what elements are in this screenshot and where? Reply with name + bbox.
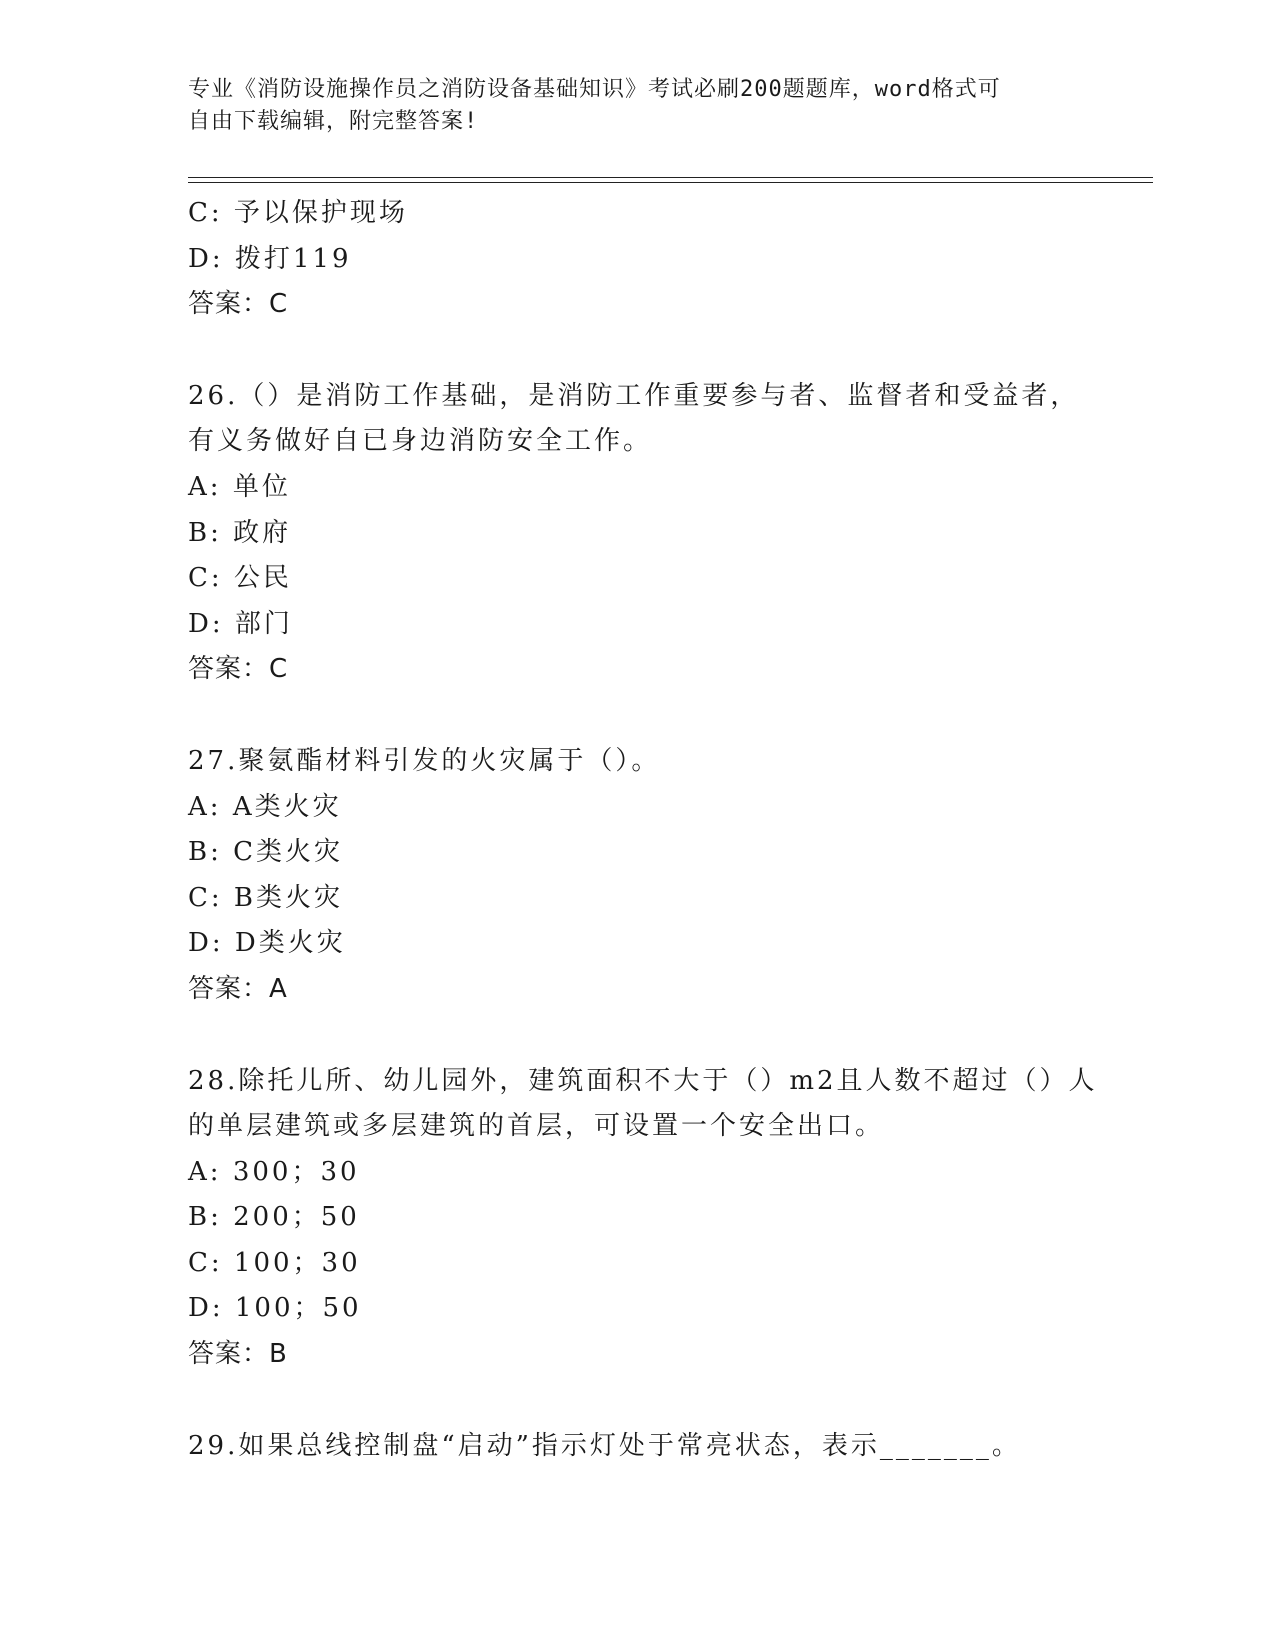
option-a: [188, 785, 1088, 831]
option-d: [188, 1286, 1088, 1332]
option-c: [188, 876, 1088, 922]
question-27: [188, 739, 1088, 1013]
option-text: C类火灾: [233, 837, 344, 868]
option-text: 政府: [233, 517, 292, 548]
option-key: A:: [188, 471, 222, 502]
option-key: B:: [188, 837, 222, 868]
option-b: [188, 1195, 1088, 1241]
option-d: [188, 237, 1088, 283]
question-stem: 26.（）是消防工作基础，是消防工作重要参与者、监督者和受益者，: [188, 380, 1080, 411]
option-text: 300；30: [232, 1156, 360, 1187]
option-key: A:: [188, 791, 222, 822]
option-key: C:: [188, 198, 223, 228]
option-text: 100；30: [233, 1247, 361, 1278]
option-text: 予以保护现场: [233, 198, 408, 228]
question-29: [188, 1424, 1088, 1470]
option-b: [188, 511, 1088, 557]
option-a: [188, 1150, 1088, 1196]
question-stem: 的单层建筑或多层建筑的首层，可设置一个安全出口。: [188, 1111, 885, 1142]
question-25-continued: [188, 191, 1088, 328]
question-list: [188, 191, 1098, 1469]
option-text: A类火灾: [232, 791, 342, 822]
option-c: [188, 556, 1088, 602]
option-text: 拨打119: [234, 243, 352, 274]
answer-line: 答案：A: [188, 973, 288, 1004]
option-text: 100；50: [234, 1293, 362, 1324]
question-stem: 27.聚氨酯材料引发的火灾属于（）。: [188, 745, 661, 776]
header-line-1: 专业《消防设施操作员之消防设备基础知识》考试必刷200题题库，word格式可: [188, 77, 1001, 102]
option-key: B:: [188, 1202, 222, 1233]
option-c: [188, 1241, 1088, 1287]
option-text: B类火灾: [233, 882, 344, 913]
option-d: [188, 921, 1088, 967]
question-stem: 有义务做好自已身边消防安全工作。: [188, 426, 653, 457]
question-stem: 28.除托儿所、幼儿园外，建筑面积不大于（）m2且人数不超过（）人: [188, 1065, 1098, 1096]
option-b: [188, 830, 1088, 876]
option-d: [188, 602, 1088, 648]
option-text: 公民: [233, 563, 292, 594]
header-line-2: 自由下载编辑，附完整答案!: [188, 109, 479, 134]
option-a: [188, 465, 1088, 511]
question-26: [188, 374, 1088, 693]
option-text: 200；50: [233, 1202, 360, 1233]
option-key: A:: [188, 1156, 222, 1187]
answer-line: 答案：B: [188, 1339, 288, 1370]
option-key: D:: [188, 928, 224, 959]
option-key: D:: [188, 1293, 224, 1324]
option-text: 部门: [234, 608, 293, 639]
header-divider-top: [188, 177, 1153, 178]
option-text: D类火灾: [234, 928, 346, 959]
option-key: C:: [188, 882, 223, 913]
answer-line: 答案：C: [188, 654, 289, 685]
option-key: D:: [188, 608, 224, 639]
document-header: [188, 74, 1068, 138]
header-divider-bottom: [188, 182, 1153, 183]
option-c: [188, 191, 1088, 237]
option-key: C:: [188, 563, 223, 594]
option-key: B:: [188, 517, 222, 548]
question-28: [188, 1059, 1098, 1378]
option-key: C:: [188, 1247, 223, 1278]
option-key: D:: [188, 243, 224, 274]
answer-line: 答案：C: [188, 289, 289, 320]
option-text: 单位: [232, 471, 291, 502]
question-stem: 29.如果总线控制盘“启动”指示灯处于常亮状态，表示_______。: [188, 1430, 1021, 1461]
